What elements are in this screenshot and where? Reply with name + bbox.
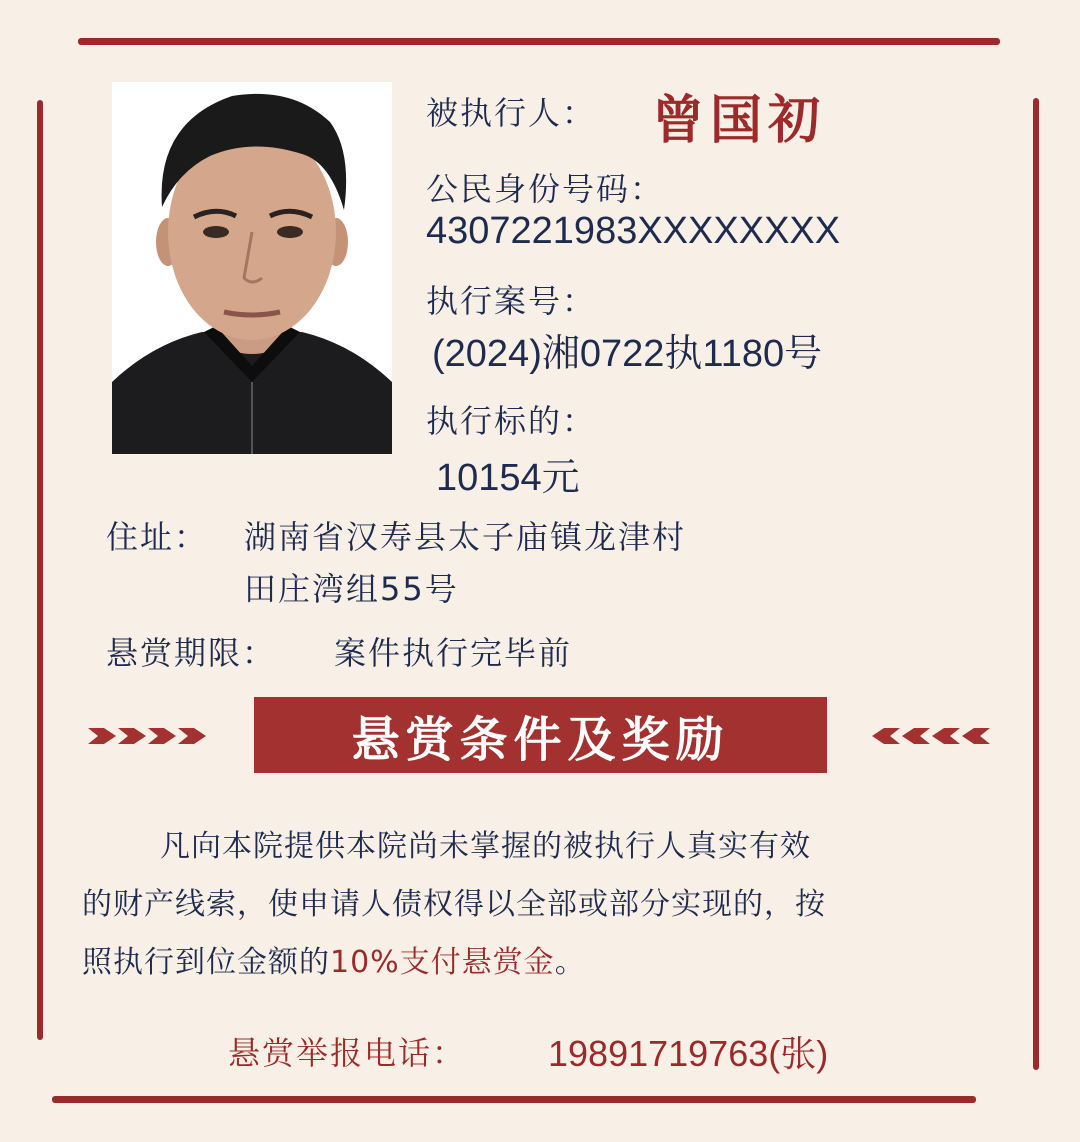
case-number: (2024)湘0722执1180号 [432, 333, 823, 375]
left-arrows-icon [88, 724, 228, 748]
border-top [78, 38, 1000, 45]
debtor-name: 曾国初 [652, 91, 827, 151]
id-number: 4307221983XXXXXXXX [426, 210, 841, 252]
border-left [37, 100, 43, 1040]
reward-banner: 悬赏条件及奖励 [254, 697, 827, 773]
terms-line-3-prefix: 照执行到位金额的 [82, 945, 330, 980]
phone-number: 19891719763(张) [548, 1033, 829, 1074]
id-label: 公民身份号码： [426, 170, 665, 208]
address-line2: 田庄湾组55号 [244, 570, 459, 608]
terms-line-1: 凡向本院提供本院尚未掌握的被执行人真实有效 [160, 829, 811, 864]
phone-label: 悬赏举报电话： [228, 1034, 467, 1072]
name-label: 被执行人： [426, 94, 597, 132]
period-value: 案件执行完毕前 [334, 634, 573, 672]
address-label: 住址： [106, 518, 209, 556]
address-line1: 湖南省汉寿县太子庙镇龙津村 [244, 518, 687, 556]
reward-terms [82, 818, 1012, 992]
case-label: 执行案号： [426, 282, 597, 320]
border-right [1033, 98, 1039, 1070]
amount-label: 执行标的： [426, 402, 597, 440]
terms-line-3 [82, 934, 1012, 992]
debtor-photo [112, 82, 392, 454]
amount-value: 10154元 [436, 457, 580, 499]
border-bottom [52, 1096, 976, 1103]
reward-rate: 10%支付悬赏金 [330, 945, 555, 980]
terms-line-2: 的财产线索，使申请人债权得以全部或部分实现的，按 [82, 887, 826, 922]
terms-line-3-suffix: 。 [554, 945, 586, 980]
period-label: 悬赏期限： [106, 634, 277, 672]
right-arrows-icon [862, 724, 1002, 748]
